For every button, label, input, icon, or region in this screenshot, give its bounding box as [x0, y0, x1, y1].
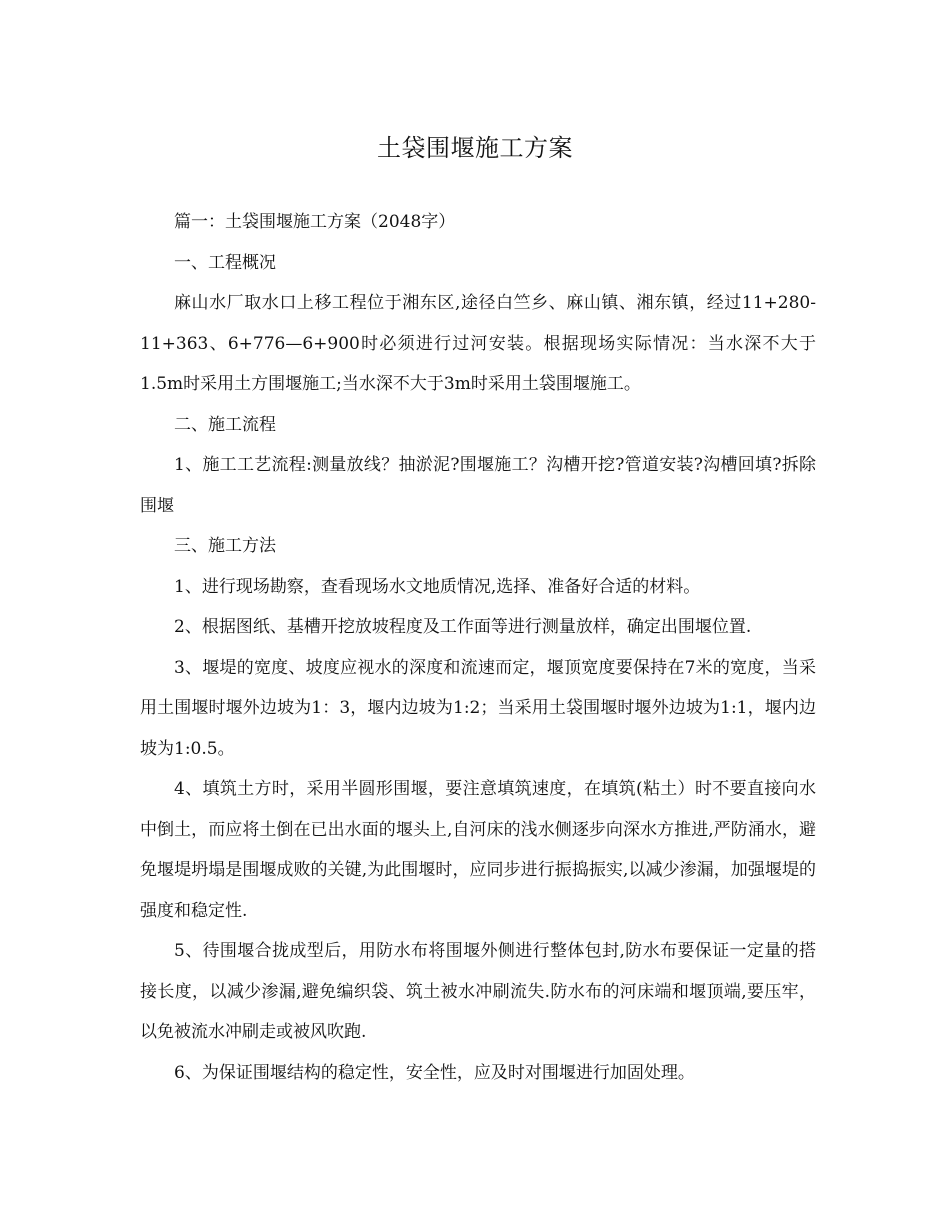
- paragraph-method-6: 6、为保证围堰结构的稳定性，安全性，应及时对围堰进行加固处理。: [174, 1062, 695, 1083]
- paragraph-method-1: 1、进行现场勘察，查看现场水文地质情况,选择、准备好合适的材料。: [174, 576, 701, 597]
- paragraph-method-4: 4、填筑土方时，采用半圆形围堰，要注意填筑速度，在填筑(粘土）时不要直接向水中倒土，而应将土倒在已出水面的堰头上,自河床的浅水侧逐步向深水方推进,严防涌水，避免堰堤坍塌是围堰成败的关键,为此围堰时，应同步进行振捣振实,以减少渗漏，加强堰堤的强度和稳定性.: [140, 779, 816, 921]
- paragraph-process: 1、施工工艺流程:测量放线？抽淤泥?围堰施工？沟槽开挖?管道安装?沟槽回填?拆除围堰: [140, 455, 816, 516]
- paragraph-article-heading: 篇一：土袋围堰施工方案（2048字）: [174, 212, 456, 232]
- paragraph-method-3: 3、堰堤的宽度、坡度应视水的深度和流速而定，堰顶宽度要保持在7米的宽度，当采用土围堰时堰外边坡为1：3，堰内边坡为1:2；当采用土袋围堰时堰外边坡为1:1，堰内边坡为1:0.5。: [140, 657, 816, 759]
- paragraph-overview: 麻山水厂取水口上移工程位于湘东区,途径白竺乡、麻山镇、湘东镇，经过11+280-11+363、6+776—6+900时必须进行过河安装。根据现场实际情况：当水深不大于1.5m时采用土方围堰施工;当水深不大于3m时采用土袋围堰施工。: [140, 293, 816, 394]
- section-heading-methods: 三、施工方法: [174, 536, 276, 556]
- paragraph-method-2: 2、根据图纸、基槽开挖放坡程度及工作面等进行测量放样，确定出围堰位置.: [174, 617, 752, 637]
- document-body: [140, 202, 816, 1093]
- section-heading-overview: 一、工程概况: [174, 252, 276, 273]
- paragraph-method-5: 5、待围堰合拢成型后，用防水布将围堰外侧进行整体包封,防水布要保证一定量的搭接长度，以减少渗漏,避免编织袋、筑土被水冲刷流失.防水布的河床端和堰顶端,要压牢，以免被流水冲刷走或被风吹跑.: [140, 941, 816, 1042]
- section-heading-process: 二、施工流程: [174, 414, 276, 435]
- document-title: 土袋围堰施工方案: [377, 134, 573, 162]
